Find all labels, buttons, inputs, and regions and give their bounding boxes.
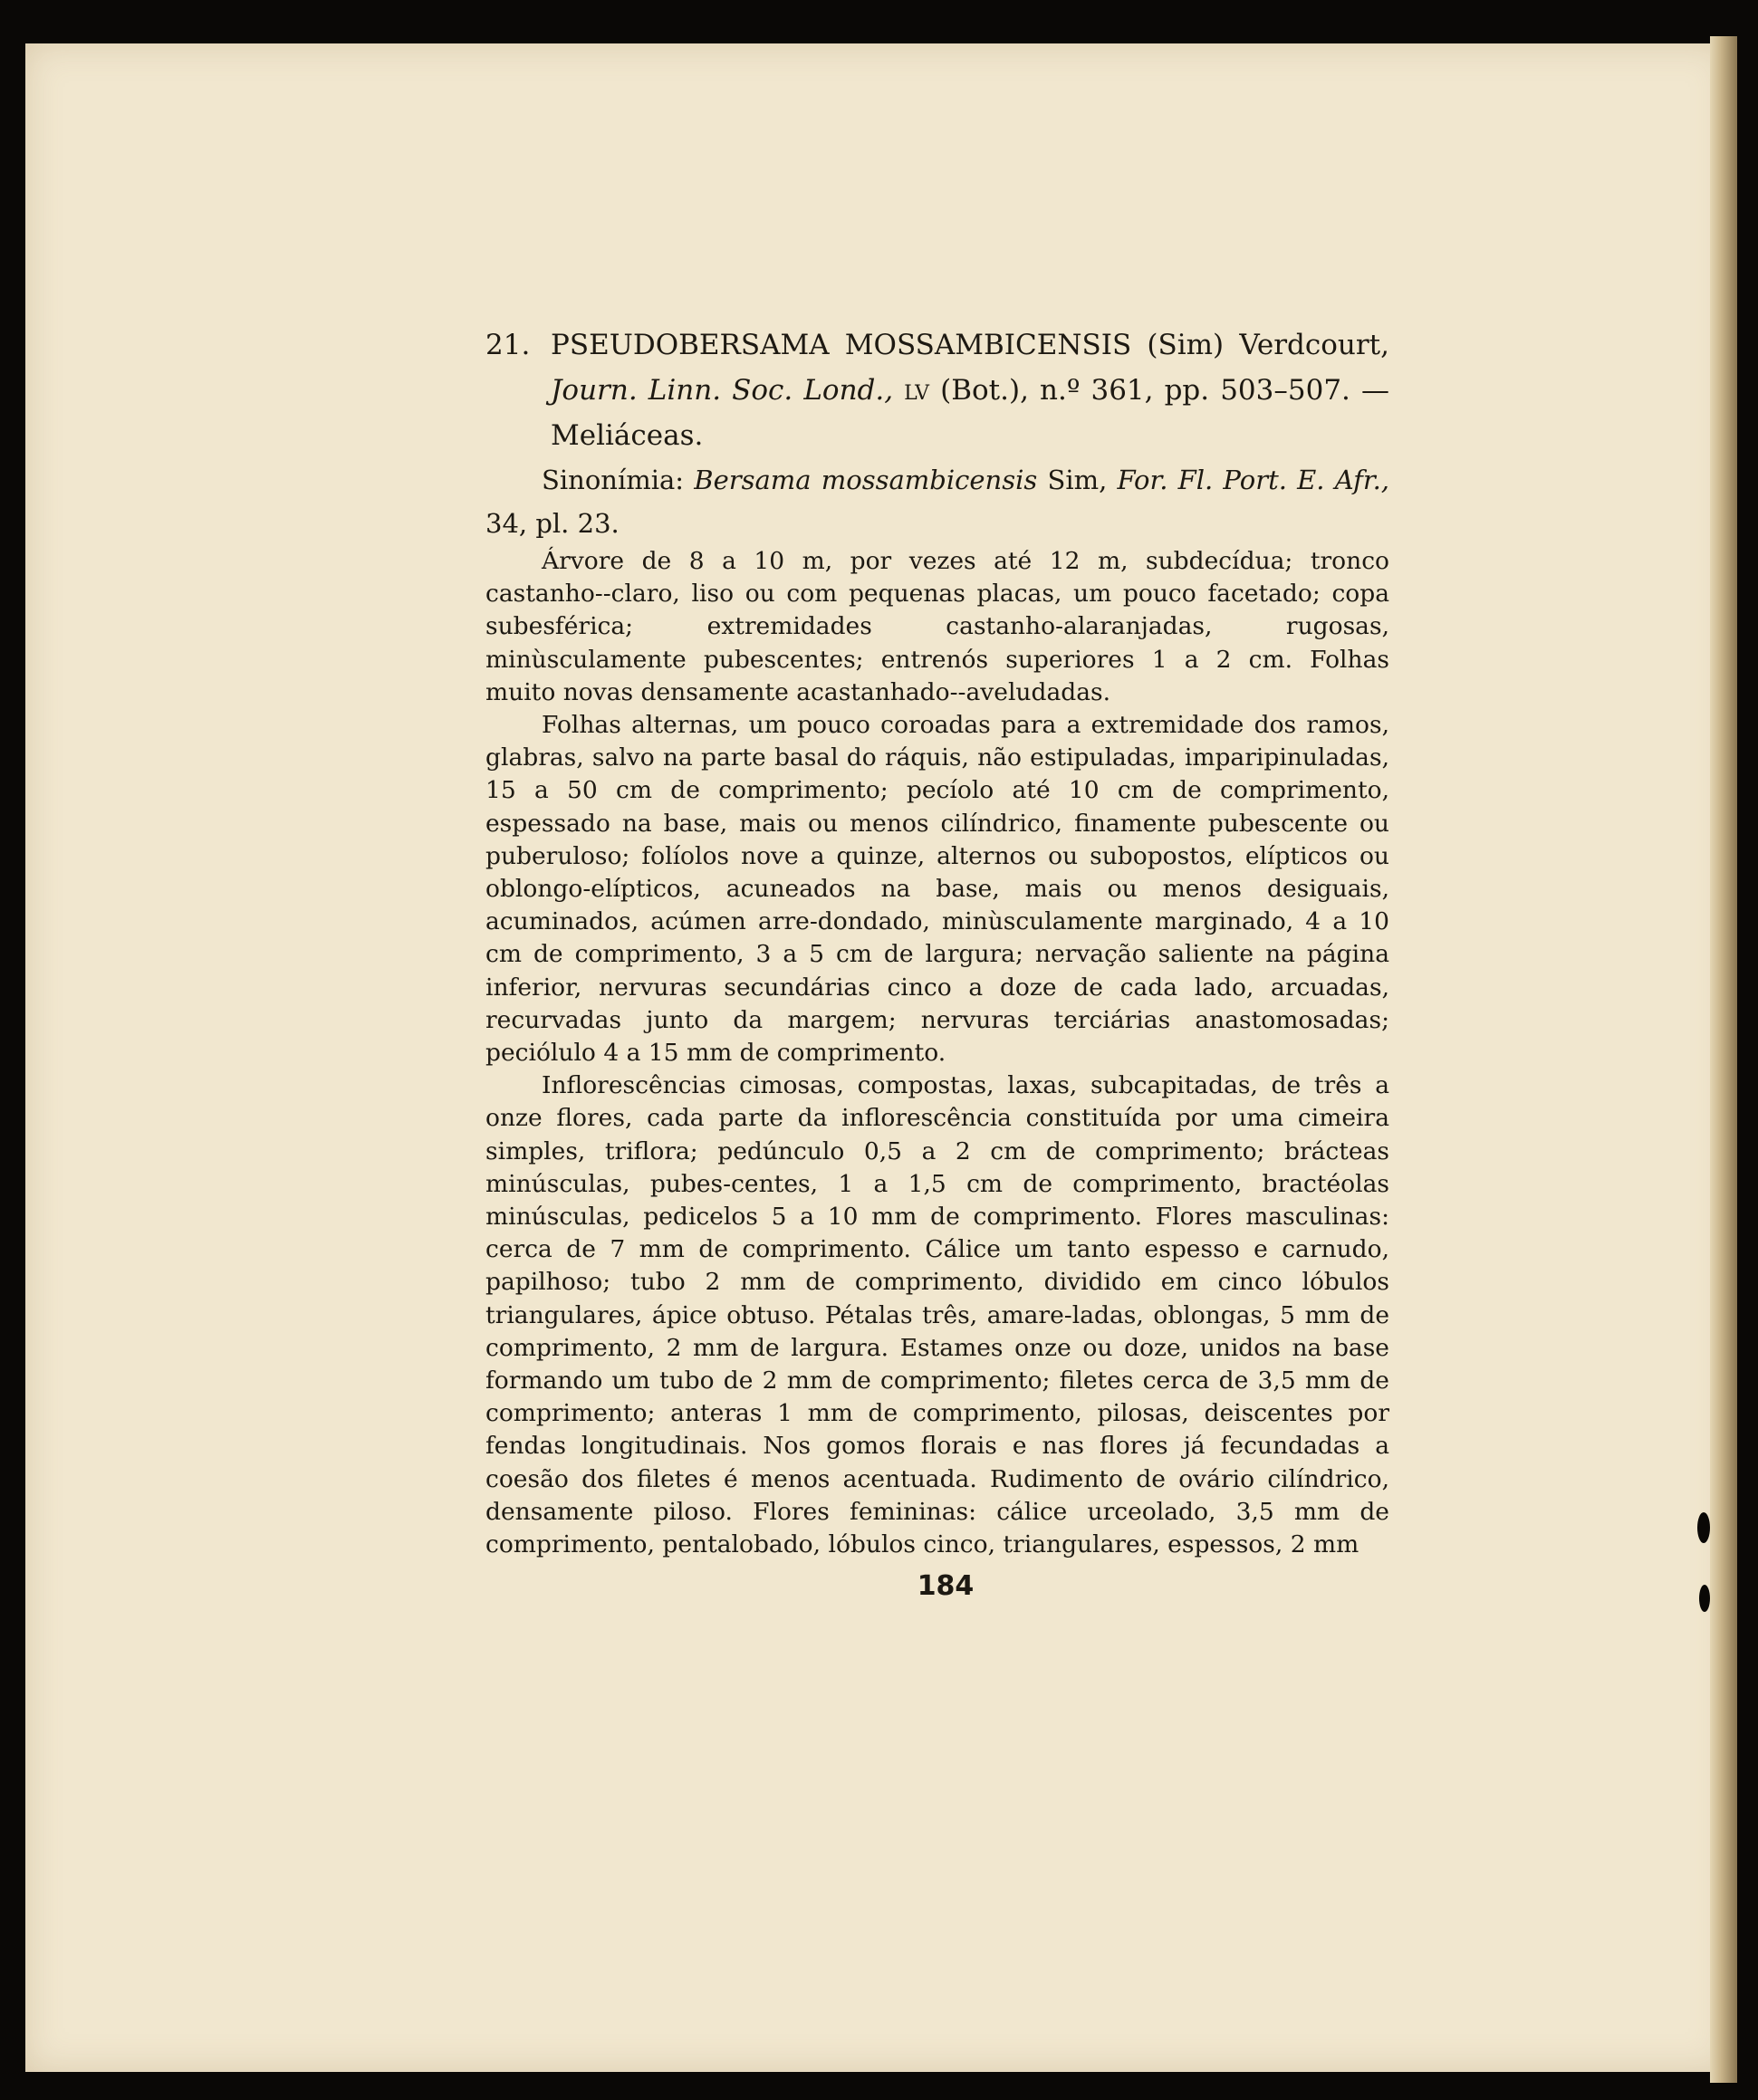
binding-hole <box>1739 1512 1750 1543</box>
synonym-author: Sim, <box>1047 465 1108 495</box>
binding-hole <box>1741 1587 1750 1610</box>
paragraph-inflorescence: Inflorescências cimosas, compostas, laxas, subcapitadas, de três a onze flores, cada parte da inflorescência constituída por uma cimeira simples, triflora; pedúnculo 0,5 a 2 cm de comprimento; brácteas minúsculas, pubes-centes, 1 a 1,5 cm de comprimento, bractéolas minúsculas, pedicelos 5 a 10 mm de comprimento. Flores masculinas: cerca de 7 mm de comprimento. Cálice um tanto espesso e carnudo, papilhoso; tubo 2 mm de comprimento, dividido em cinco lóbulos triangulares, ápice obtuso. Pétalas três, amare-ladas, oblongas, 5 mm de comprimento, 2 mm de largura. Estames onze ou doze, unidos na base formando um tubo de 2 mm de comprimento; filetes cerca de 3,5 mm de comprimento; anteras 1 mm de comprimento, pilosas, deiscentes por fendas longitudinais. Nos gomos florais e nas flores já fecundadas a coesão dos filetes é menos acentuada. Rudimento de ovário cilíndrico, densamente piloso. Flores femininas: cálice urceolado, 3,5 mm de comprimento, pentalobado, lóbulos cinco, triangulares, espessos, 2 mm <box>485 1071 1389 1559</box>
species-author: (Sim) Verdcourt, <box>1147 329 1389 361</box>
binding-hole <box>1699 1585 1710 1612</box>
next-page-edge <box>1710 36 1737 2083</box>
paragraph-tree: Árvore de 8 a 10 m, por vezes até 12 m, subdecídua; tronco castanho--claro, liso ou com pequenas placas, um pouco facetado; copa subesférica; extremidades castanho-alaranjadas, rugosas, minùsculamente pubescentes; entrenós superiores 1 a 2 cm. Folhas muito novas densamente acastanhado--aveludadas. <box>485 547 1389 706</box>
synonym-species: Bersama mossambicensis <box>694 465 1038 495</box>
synonym-reference: 34, pl. 23. <box>485 508 620 539</box>
body-text <box>485 322 1389 1561</box>
journal-title: Journ. Linn. Soc. Lond., <box>551 374 894 407</box>
synonymy-line <box>485 458 1389 545</box>
journal-citation: (Bot.), n.º 361, pp. 503–507. — <box>940 374 1389 407</box>
paragraph-leaves: Folhas alternas, um pouco coroadas para a extremidade dos ramos, glabras, salvo na parte basal do ráquis, não estipuladas, imparipinuladas, 15 a 50 cm de comprimento; pecíolo até 10 cm de comprimento, espessado na base, mais ou menos cilíndrico, finamente pubescente ou puberuloso; folíolos nove a quinze, alternos ou subopostos, elípticos ou oblongo-elípticos, acuneados na base, mais ou menos desiguais, acuminados, acúmen arre-dondado, minùsculamente marginado, 4 a 10 cm de comprimento, 3 a 5 cm de largura; nervação saliente na página inferior, nervuras secundárias cinco a doze de cada lado, arcuadas, recurvadas junto da margem; nervuras terciárias anastomosadas; peciólulo 4 a 15 mm de comprimento. <box>485 711 1389 1068</box>
synonymy-label: Sinonímia: <box>542 465 685 495</box>
species-heading <box>485 322 1389 458</box>
synonym-work: For. Fl. Port. E. Afr., <box>1117 465 1390 495</box>
entry-number: 21. <box>485 329 531 361</box>
binding-hole <box>1697 1512 1710 1543</box>
family-name: Meliáceas. <box>551 419 704 452</box>
journal-volume: lv <box>904 374 930 407</box>
page-number: 184 <box>917 1570 975 1602</box>
species-name: PSEUDOBERSAMA MOSSAMBICENSIS <box>551 329 1132 361</box>
